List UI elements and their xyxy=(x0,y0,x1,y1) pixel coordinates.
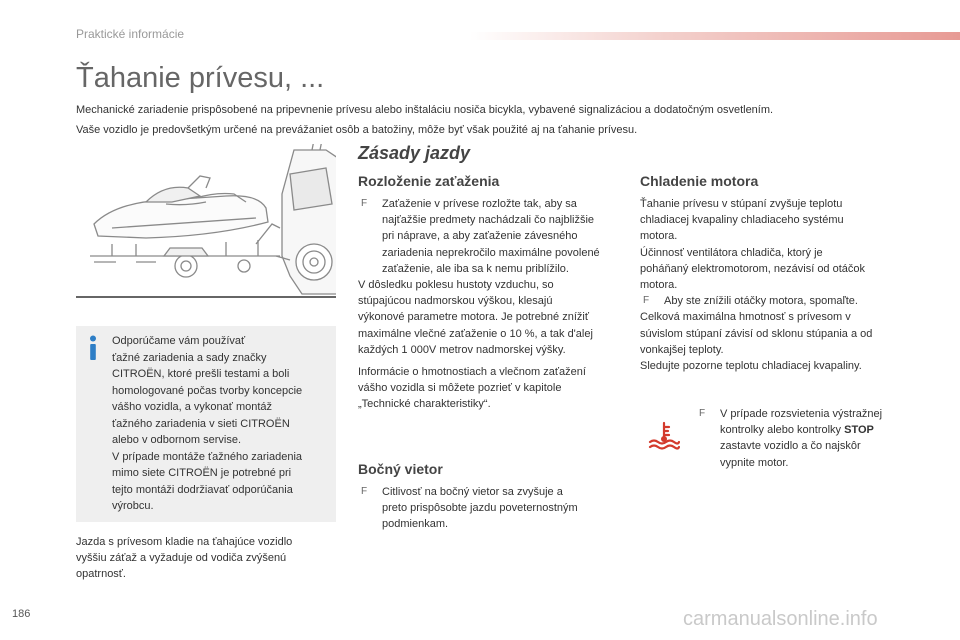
watermark: carmanualsonline.info xyxy=(683,608,878,630)
trailer-jetski-illustration xyxy=(76,144,336,300)
warning-section xyxy=(696,406,916,471)
bullet-marker-icon: F xyxy=(643,295,650,307)
info-line: tejto montáži dodržiavať odporúčania xyxy=(112,483,293,496)
cooling-line: chladiacej kvapaliny chladiaceho systému xyxy=(640,214,844,227)
info-icon xyxy=(88,335,98,361)
info-line: ťažné zariadenia a sady značky xyxy=(112,351,267,364)
cooling-line: poháňaný elektromotorom, nezávisí od otáčok xyxy=(640,262,866,275)
info-box-text xyxy=(112,333,330,515)
cooling-line: súvislom stúpaní závisí od sklonu stúpania a od xyxy=(640,327,873,340)
left-note-line: vyššiu záťaž a vyžaduje od vodiča zvýšenú xyxy=(76,552,287,565)
load-para-line: „Technické charakteristiky“. xyxy=(358,398,491,411)
info-line: V prípade montáže ťažného zariadenia xyxy=(112,450,303,463)
main-heading: Zásady jazdy xyxy=(358,143,471,163)
load-bullet-line: zaťaženie, ale iba sa k nemu priblížilo. xyxy=(382,262,569,275)
cooling-section xyxy=(640,196,916,374)
cooling-line: Účinnosť ventilátora chladiča, ktorý je xyxy=(640,246,823,259)
info-line: ťažného zariadenia v sieti CITROËN xyxy=(112,417,290,430)
left-note xyxy=(76,534,338,583)
load-para-line: V dôsledku poklesu hustoty vzduchu, so xyxy=(358,279,554,292)
load-para-line: vášho vozidla si môžete pozrieť v kapitole xyxy=(358,382,562,395)
load-bullet-line: zariadenia neprekročilo maximálne povolené xyxy=(382,246,600,259)
load-para-line: každých 1 000V metrov nadmorskej výšky. xyxy=(358,343,566,356)
load-para-line: stúpajúcou nadmorskou výškou, klesajú xyxy=(358,295,553,308)
cooling-line: Ťahanie prívesu v stúpaní zvyšuje teplotu xyxy=(640,198,843,210)
header-accent-bar xyxy=(470,32,960,40)
load-para-line: výkonové parametre motora. Je potrebné znížiť xyxy=(358,311,589,324)
info-line: výrobcu. xyxy=(112,500,154,512)
bullet-marker-icon: F xyxy=(361,486,368,497)
page-number: 186 xyxy=(12,608,31,620)
cooling-line: motora. xyxy=(640,230,678,243)
warning-line xyxy=(720,422,916,438)
info-line: homologované počas tvorby koncepcie xyxy=(112,384,303,397)
cooling-bullet xyxy=(640,293,916,309)
load-paragraph-1 xyxy=(358,277,630,358)
cooling-line: Sledujte pozorne teplotu chladiacej kvapaliny. xyxy=(640,360,862,373)
info-line: CITROËN, ktoré prešli testami a boli xyxy=(112,368,290,380)
load-bullet xyxy=(358,196,630,277)
warning-line: vypnite motor. xyxy=(720,456,789,469)
bullet-marker-icon: F xyxy=(699,408,706,419)
section-label: Praktické informácie xyxy=(76,27,185,41)
load-paragraph-2 xyxy=(358,364,630,413)
left-note-line: Jazda s prívesom kladie na ťahajúce vozidlo xyxy=(76,536,293,548)
intro-line-1: Mechanické zariadenie prispôsobené na pripevnenie prívesu alebo inštaláciu nosiča bicykla, vybavené signalizáciou a dodatočným osvetlením. xyxy=(76,104,774,116)
cooling-line: Celková maximálna hmotnosť s prívesom v xyxy=(640,311,851,324)
coolant-temperature-warning-icon xyxy=(648,420,680,450)
load-section xyxy=(358,196,630,413)
info-line: vášho vozidla, a vykonať montáž xyxy=(112,401,273,413)
wind-bullet-line: Citlivosť na bočný vietor sa zvyšuje a xyxy=(382,486,563,498)
warning-line-text: kontrolky alebo kontrolky xyxy=(720,424,845,437)
info-line: mimo siete CITROËN je potrebné pri xyxy=(112,467,292,479)
load-bullet-line: najťažšie predmety nachádzali čo najbližšie xyxy=(382,214,595,227)
load-para-line: Informácie o hmotnostiach a vlečnom zaťažení xyxy=(358,366,586,379)
info-line: Odporúčame vám používať xyxy=(112,335,246,347)
warning-line: zastavte vozidlo a čo najskôr xyxy=(720,440,861,453)
stop-label: STOP xyxy=(844,424,874,437)
wind-bullet-line: preto prispôsobte jazdu poveternostným xyxy=(382,502,578,515)
wind-bullet xyxy=(358,484,630,533)
cooling-bullet-line: Aby ste znížili otáčky motora, spomaľte. xyxy=(664,295,858,308)
info-line: alebo v odbornom servise. xyxy=(112,434,242,446)
wind-section xyxy=(358,484,630,533)
bullet-marker-icon: F xyxy=(361,198,368,209)
illustration-separator xyxy=(76,296,336,298)
warning-bullet xyxy=(696,406,916,471)
page-title: Ťahanie prívesu, ... xyxy=(76,62,325,94)
warning-line: V prípade rozsvietenia výstražnej xyxy=(720,408,883,420)
wind-heading: Bočný vietor xyxy=(358,461,443,477)
load-bullet-line: Zaťaženie v prívese rozložte tak, aby sa xyxy=(382,198,577,210)
cooling-line: motora. xyxy=(640,279,678,292)
intro-line-2: Vaše vozidlo je predovšetkým určené na prevážaniet osôb a batožiny, môže byť však použité aj na ťahanie prívesu. xyxy=(76,124,638,136)
load-heading: Rozloženie zaťaženia xyxy=(358,173,500,189)
left-note-line: opatrnosť. xyxy=(76,568,126,581)
wind-bullet-line: podmienkam. xyxy=(382,518,449,531)
cooling-line: vonkajšej teploty. xyxy=(640,343,724,356)
load-bullet-line: pri náprave, a aby zaťaženie závesného xyxy=(382,230,578,243)
cooling-heading: Chladenie motora xyxy=(640,173,759,189)
load-para-line: maximálne vlečné zaťaženie o 10 %, a tak d'alej xyxy=(358,327,593,340)
